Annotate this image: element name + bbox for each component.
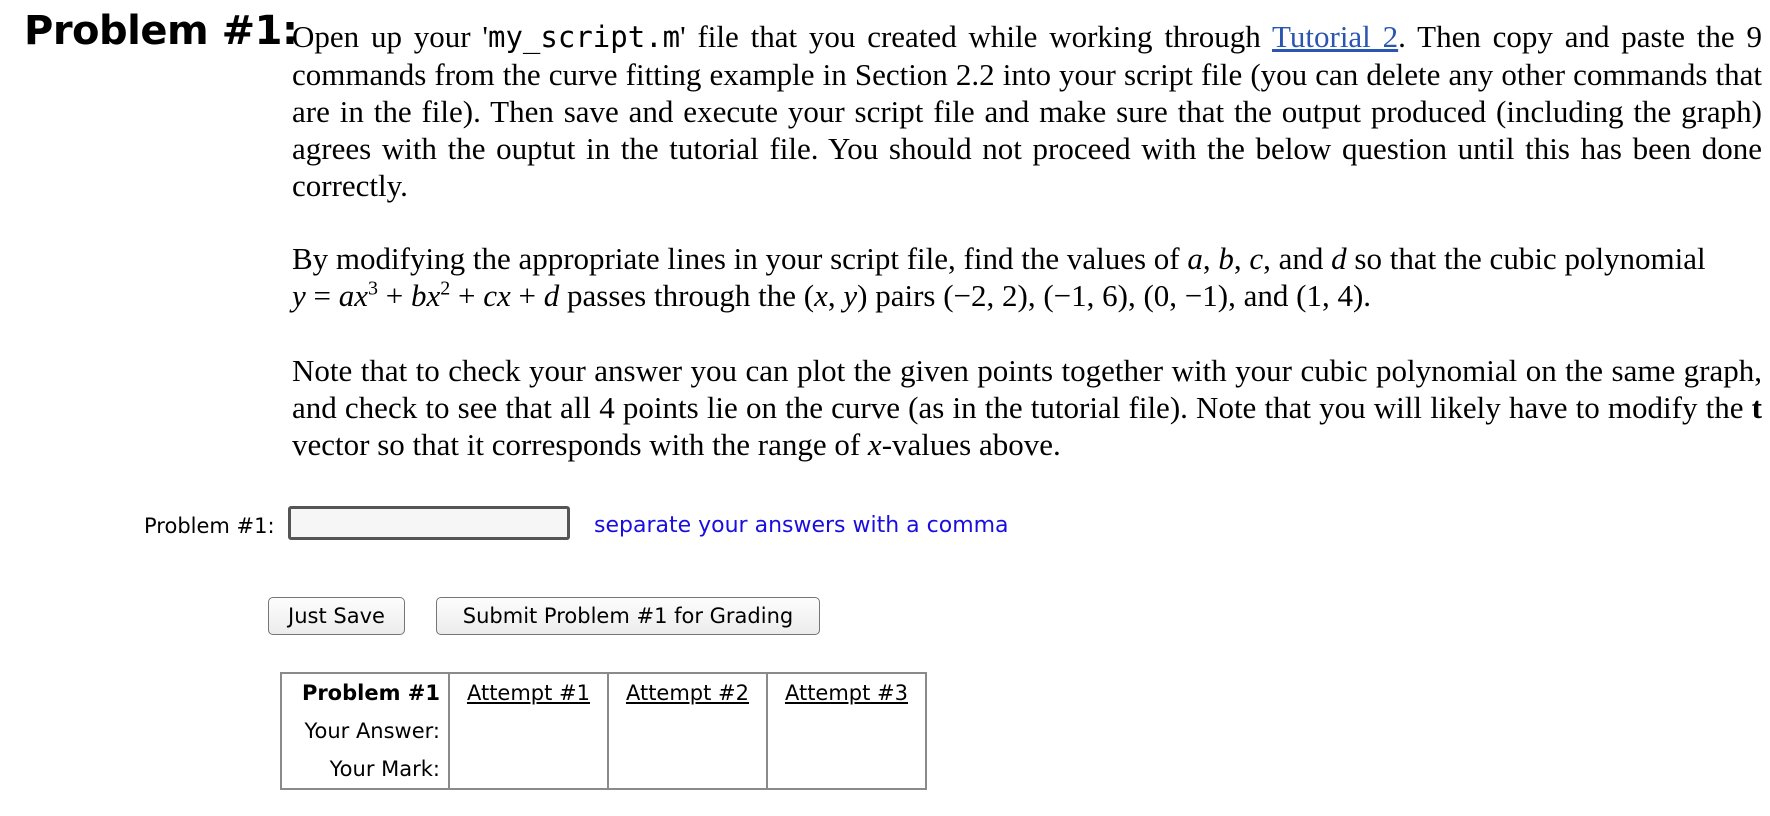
table-header-row [281,673,926,712]
eq-ax: ax [338,278,369,313]
answer-cell-attempt-1 [449,712,608,750]
instructions-text: . Then copy and paste the 9 commands from the curve fitting example in Section 2.2 into your script file (you can delete any other commands that are in the file). Then save and execute your script file and make sure that the output produced (including the graph) agrees with the ouptut in the tutorial file. You should not proceed with the below question until this has been done correctly. [292,19,1762,203]
mark-cell-attempt-2 [608,750,767,789]
just-save-button[interactable]: Just Save [268,597,405,635]
answer-input[interactable] [288,506,570,540]
attempts-table [280,672,927,790]
problem-heading: Problem #1: [24,8,298,54]
table-header-attempt-2: Attempt #2 [608,673,767,712]
question-text: ) pairs (−2, 2), (−1, 6), (0, −1), and (1, 4). [857,278,1372,313]
eq-plus: + [510,278,544,313]
var-c: c [1249,241,1264,276]
separator: , [1202,241,1219,276]
problem-question-paragraph [292,240,1762,314]
tutorial-2-link[interactable]: Tutorial 2 [1272,19,1399,54]
mark-cell-attempt-3 [767,750,926,789]
pair-x: x [814,278,828,313]
table-header-attempt-3: Attempt #3 [767,673,926,712]
var-b: b [1218,241,1234,276]
answer-cell-attempt-2 [608,712,767,750]
eq-cx: cx [483,278,511,313]
question-text: so that the cubic polynomial [1346,241,1706,276]
note-text: Note that to check your answer you can plot the given points together with your cubic polynomial on the same graph, and check to see that all 4 points lie on the curve (as in the tutorial file). Note that you will likely have to modify the [292,353,1762,425]
table-row [281,712,926,750]
separator: , and [1263,241,1332,276]
eq-d: d [543,278,560,313]
eq-exponent-3: 3 [368,277,379,300]
table-header-attempt-1: Attempt #1 [449,673,608,712]
separator: , [1233,241,1250,276]
var-a: a [1187,241,1203,276]
note-text: vector so that it corresponds with the range of [292,427,868,462]
row-label-your-mark: Your Mark: [281,750,449,789]
eq-equals: = [305,278,339,313]
answer-label: Problem #1: [144,514,275,538]
eq-bx: bx [411,278,441,313]
eq-plus: + [450,278,484,313]
cubic-equation [292,278,559,313]
var-x: x [867,427,882,462]
problem-instructions-paragraph [292,18,1762,204]
mark-cell-attempt-1 [449,750,608,789]
eq-exponent-2: 2 [440,277,451,300]
row-label-your-answer: Your Answer: [281,712,449,750]
pair-y: y [843,278,858,313]
eq-plus: + [378,278,411,313]
script-filename: my_script.m [488,20,681,54]
instructions-text: ' file that you created while working through [680,19,1273,54]
question-text: By modifying the appropriate lines in your script file, find the values of [292,241,1188,276]
instructions-text: Open up your ' [292,19,489,54]
var-d: d [1331,241,1347,276]
question-text: passes through the ( [559,278,815,313]
eq-y: y [292,278,306,313]
table-row [281,750,926,789]
answer-cell-attempt-3 [767,712,926,750]
answer-hint: separate your answers with a comma [594,513,1009,538]
table-header-problem: Problem #1 [281,673,449,712]
submit-for-grading-button[interactable]: Submit Problem #1 for Grading [436,597,820,635]
note-text: -values above. [881,427,1061,462]
problem-note-paragraph [292,352,1762,463]
t-vector-name: t [1751,390,1762,425]
separator: , [827,278,844,313]
